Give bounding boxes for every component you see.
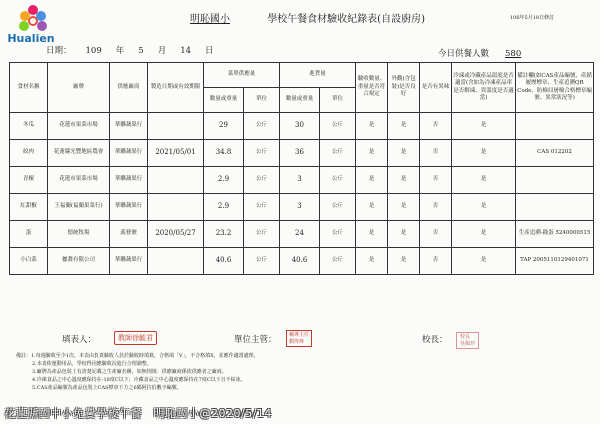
header-delivery-unit: 單位 (320, 88, 356, 113)
cell-qty-ok: 是 (356, 167, 388, 194)
cell-delivery-qty: 24 (280, 221, 320, 248)
cell-brand: 花蓮縣光豐地區農會 (48, 140, 110, 167)
cell-item: 紅甜椒 (10, 194, 48, 221)
cell-abnormal: 否 (420, 248, 452, 275)
header-check-qty: 驗收數量、重量是否符合規定 (356, 63, 388, 113)
school-name: 明恥國小 (190, 14, 230, 25)
cell-temp-ok: 是 (452, 194, 516, 221)
cell-item: 絞肉 (10, 140, 48, 167)
supervisor-stamp-title: 輔導主任 (289, 332, 310, 338)
cell-date (148, 167, 204, 194)
cell-qty-ok: 是 (356, 113, 388, 140)
table-row (10, 113, 594, 140)
header-order-group: 菜單供應量 (204, 63, 280, 88)
cell-brand: 花蓮市果菜市場 (48, 113, 110, 140)
date-month: 5 (138, 46, 144, 56)
cell-order-unit: 公斤 (244, 140, 280, 167)
logo-text: Hualien (7, 32, 55, 45)
meal-count (438, 47, 521, 59)
principal-stamp-name: 吳佩珍 (460, 340, 476, 347)
cell-delivery-qty: 3 (280, 194, 320, 221)
cell-date (148, 248, 204, 275)
header-check-temp: 冷凍或冷藏產品溫度是否適當(含如為冷凍產品車是否解凍、異溫度是否適當) (452, 63, 516, 113)
table-row (10, 194, 594, 221)
header-remarks: 備註欄(如CAS產品編號、產銷履歷標章、生產追溯QR Code、防檢局屠檢合格標章編號、異常狀況等) (516, 63, 594, 113)
date-day-unit: 日 (205, 46, 214, 56)
cell-abnormal: 否 (420, 221, 452, 248)
cell-brand: 德統牧場 (48, 221, 110, 248)
cell-supplier: 華聯蔬果行 (110, 167, 148, 194)
cell-brand: 儷蕎有限公司 (48, 248, 110, 275)
header-order-qty: 數量或重量 (204, 88, 244, 113)
date-label: 日期： (46, 46, 72, 56)
table-row (10, 248, 594, 275)
cell-supplier: 華聯蔬果行 (110, 113, 148, 140)
header-supplier: 供應廠商 (110, 63, 148, 113)
note-line: 4.冷凍食品之中心溫度應保持在-18度C以下；冷藏食品之中心溫度應保持在7度C以下且不結冰。 (32, 377, 246, 383)
note-line: 3.廠牌為產品包裝上有清楚記載之生產廠名稱，如無則填：供應廠商係依供應者之廠商。 (32, 369, 227, 375)
cell-remark (516, 113, 594, 140)
cell-package-ok: 是 (388, 248, 420, 275)
cell-supplier: 華聯蔬果行 (110, 140, 148, 167)
cell-qty-ok: 是 (356, 221, 388, 248)
header-order-unit: 單位 (244, 88, 280, 113)
cell-qty-ok: 是 (356, 194, 388, 221)
cell-order-qty: 34.8 (204, 140, 244, 167)
principal-stamp-title: 校長 (460, 334, 471, 340)
header-dates: 製造日期或有效期限 (148, 63, 204, 113)
cell-remark: TAP 2005110129401071 (516, 248, 594, 275)
cell-delivery-qty: 40.6 (280, 248, 320, 275)
cell-qty-ok: 是 (356, 140, 388, 167)
cell-delivery-unit: 公斤 (320, 113, 356, 140)
cell-remark (516, 167, 594, 194)
cell-date (148, 194, 204, 221)
note-line: 備註：1.每週驗收至少1次，本表由負責驗收人員於驗收時填寫，合格填「V」，不合格填X，並應作適當處理。 (16, 353, 259, 359)
cell-order-unit: 公斤 (244, 113, 280, 140)
cell-date (148, 113, 204, 140)
cell-temp-ok: 是 (452, 221, 516, 248)
supervisor-label: 單位主管： (234, 335, 277, 345)
cell-remark (516, 194, 594, 221)
meal-count-label: 今日供餐人數 (438, 49, 490, 59)
cell-package-ok: 是 (388, 221, 420, 248)
form-title (190, 10, 425, 25)
notes (16, 352, 259, 392)
cell-delivery-qty: 30 (280, 113, 320, 140)
cell-package-ok: 是 (388, 194, 420, 221)
cell-temp-ok: 是 (452, 113, 516, 140)
cell-item: 蛋 (10, 221, 48, 248)
cell-delivery-qty: 36 (280, 140, 320, 167)
cell-temp-ok: 是 (452, 248, 516, 275)
note-line: 5.CAS產品編號為產品包裝上CAS標章下方之6碼阿拉伯數字編號。 (32, 385, 182, 391)
cell-item: 小白菜 (10, 248, 48, 275)
cell-delivery-unit: 公斤 (320, 140, 356, 167)
cell-supplier: 華聯蔬果行 (110, 194, 148, 221)
header-delivery-qty: 數量或重量 (280, 88, 320, 113)
cell-order-unit: 公斤 (244, 221, 280, 248)
cell-remark: CAS 012202 (516, 140, 594, 167)
date-day: 14 (180, 46, 192, 56)
header-brand: 廠牌 (48, 63, 110, 113)
cell-order-qty: 40.6 (204, 248, 244, 275)
cell-order-unit: 公斤 (244, 194, 280, 221)
header-item: 食材名稱 (10, 63, 48, 113)
form-name: 學校午餐食材驗收紀錄表(自設廚房) (267, 14, 425, 25)
cell-order-qty: 23.2 (204, 221, 244, 248)
inspection-table (9, 62, 594, 275)
cell-brand: 花蓮市果菜市場 (48, 167, 110, 194)
cell-package-ok: 是 (388, 167, 420, 194)
date-month-unit: 月 (157, 46, 167, 56)
cell-remark: 生產追溯-錄蛋 5240000515 (516, 221, 594, 248)
cell-qty-ok: 是 (356, 248, 388, 275)
cell-abnormal: 否 (420, 194, 452, 221)
cell-order-qty: 29 (204, 113, 244, 140)
supervisor-stamp (286, 330, 312, 347)
cell-package-ok: 是 (388, 140, 420, 167)
principal-stamp (456, 332, 479, 349)
cell-supplier: 義發號 (110, 221, 148, 248)
cell-delivery-qty: 3 (280, 167, 320, 194)
principal-label: 校長： (422, 335, 448, 345)
cell-supplier: 華聯蔬果行 (110, 248, 148, 275)
cell-item: 青椒 (10, 167, 48, 194)
table-row (10, 221, 594, 248)
cell-order-qty: 2.9 (204, 194, 244, 221)
header-check-package: 外觀(含包裝)是否良好 (388, 63, 420, 113)
revision-date: 106年5月18日修訂 (510, 15, 555, 21)
table-row (10, 140, 594, 167)
header-delivery-group: 進貨量 (280, 63, 356, 88)
header-check-abnormal: 是否有異味 (420, 63, 452, 113)
cell-order-unit: 公斤 (244, 167, 280, 194)
cell-item: 冬瓜 (10, 113, 48, 140)
cell-date: 2021/05/01 (148, 140, 204, 167)
cell-delivery-unit: 公斤 (320, 167, 356, 194)
cell-delivery-unit: 公斤 (320, 248, 356, 275)
cell-order-unit: 公斤 (244, 248, 280, 275)
cell-abnormal: 否 (420, 167, 452, 194)
note-line: 2.本表依運動用品，學校得因應驗收況進行合理調整。 (32, 361, 152, 367)
cell-date: 2020/05/27 (148, 221, 204, 248)
cell-brand: 王福蘭(福蘭果菜行) (48, 194, 110, 221)
filler-label: 填表人： (62, 335, 97, 345)
meal-count-value: 580 (505, 49, 522, 59)
record-date (46, 44, 228, 56)
cell-package-ok: 是 (388, 113, 420, 140)
cell-abnormal: 否 (420, 140, 452, 167)
date-year: 109 (85, 46, 102, 56)
supervisor-stamp-name: 劉得烽 (289, 338, 305, 345)
watermark-caption: 花蓮縣國中小免費學校午餐 明恥國小@2020/5/14 (4, 407, 272, 420)
table-row (10, 167, 594, 194)
cell-delivery-unit: 公斤 (320, 221, 356, 248)
cell-temp-ok: 是 (452, 167, 516, 194)
cell-abnormal: 否 (420, 113, 452, 140)
date-year-unit: 年 (115, 46, 125, 56)
cell-temp-ok: 是 (452, 140, 516, 167)
filler-stamp: 教師徐毓君 (114, 331, 157, 345)
cell-delivery-unit: 公斤 (320, 194, 356, 221)
cell-order-qty: 2.9 (204, 167, 244, 194)
